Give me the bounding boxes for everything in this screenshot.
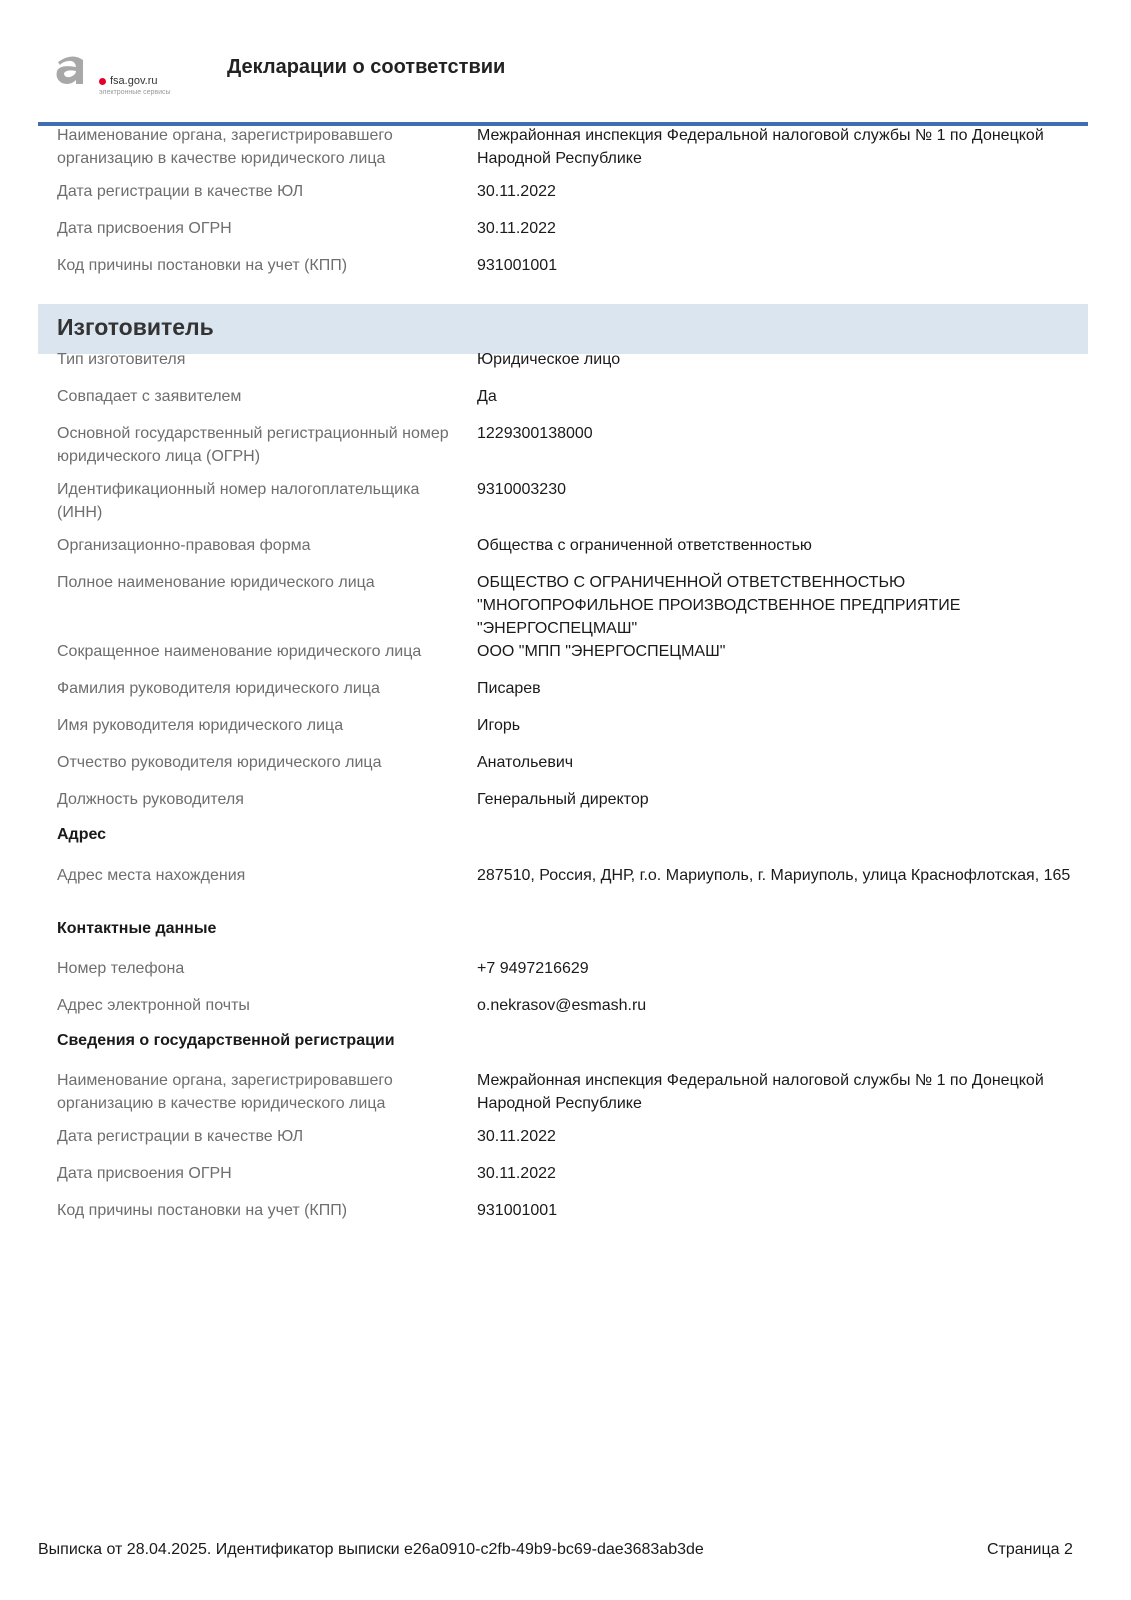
fsa-logo-icon	[52, 50, 92, 90]
document-title: Декларации о соответствии	[227, 56, 506, 78]
logo-subtitle: электронные сервисы	[99, 89, 171, 96]
logo-domain	[99, 75, 158, 87]
field-label: Наименование органа, зарегистрировавшего организацию в качестве юридического лица	[57, 1072, 393, 1112]
field-label: Должность руководителя	[57, 791, 244, 808]
field-value: 30.11.2022	[477, 1128, 556, 1145]
field-value: Да	[477, 388, 497, 405]
field-value: Юридическое лицо	[477, 351, 621, 368]
field-label: Совпадает с заявителем	[57, 388, 242, 405]
field-label: Код причины постановки на учет (КПП)	[57, 1202, 348, 1219]
field-label: Номер телефона	[57, 960, 185, 977]
field-value: Игорь	[477, 717, 521, 734]
field-value: 931001001	[477, 257, 558, 274]
field-label: Отчество руководителя юридического лица	[57, 754, 382, 771]
field-value: o.nekrasov@esmash.ru	[477, 997, 647, 1014]
footer-extract-info: Выписка от 28.04.2025. Идентификатор выписки e26a0910-c2fb-49b9-bc69-dae3683ab3de	[38, 1541, 704, 1558]
field-value: 30.11.2022	[477, 1165, 556, 1182]
field-label: Сокращенное наименование юридического лица	[57, 643, 422, 660]
subsection-heading-address: Адрес	[57, 826, 107, 843]
field-value: ООО "МПП "ЭНЕРГОСПЕЦМАШ"	[477, 643, 726, 660]
footer-page-number: Страница 2	[987, 1541, 1073, 1558]
field-value: 30.11.2022	[477, 220, 556, 237]
field-value: 931001001	[477, 1202, 558, 1219]
field-label: Полное наименование юридического лица	[57, 574, 375, 591]
page-header	[0, 0, 1131, 128]
field-label: Дата присвоения ОГРН	[57, 220, 232, 237]
field-value: Писарев	[477, 680, 541, 697]
field-label: Организационно-правовая форма	[57, 537, 311, 554]
field-value: Межрайонная инспекция Федеральной налоговой службы № 1 по Донецкой Народной Республике	[477, 127, 1044, 167]
field-label: Фамилия руководителя юридического лица	[57, 680, 380, 697]
field-label: Дата регистрации в качестве ЮЛ	[57, 1128, 304, 1145]
field-value: Генеральный директор	[477, 791, 649, 808]
field-value: Общества с ограниченной ответственностью	[477, 537, 812, 554]
field-value: Межрайонная инспекция Федеральной налоговой службы № 1 по Донецкой Народной Республике	[477, 1072, 1044, 1112]
field-label: Дата присвоения ОГРН	[57, 1165, 232, 1182]
fsa-logo	[52, 50, 192, 100]
subsection-heading-registration: Сведения о государственной регистрации	[57, 1032, 395, 1049]
subsection-heading-contacts: Контактные данные	[57, 920, 217, 937]
field-value: 1229300138000	[477, 425, 593, 442]
field-label: Наименование органа, зарегистрировавшего организацию в качестве юридического лица	[57, 127, 393, 167]
logo-dot-icon	[99, 78, 106, 85]
field-label: Адрес места нахождения	[57, 867, 246, 884]
field-value: 30.11.2022	[477, 183, 556, 200]
section-header-manufacturer	[38, 304, 1088, 354]
field-value: 9310003230	[477, 481, 566, 498]
field-label: Имя руководителя юридического лица	[57, 717, 344, 734]
field-value: Анатольевич	[477, 754, 574, 771]
field-label: Дата регистрации в качестве ЮЛ	[57, 183, 304, 200]
field-value: ОБЩЕСТВО С ОГРАНИЧЕННОЙ ОТВЕТСТВЕННОСТЬЮ "МНОГОПРОФИЛЬНОЕ ПРОИЗВОДСТВЕННОЕ ПРЕДПРИЯТИЕ "ЭНЕРГОСПЕЦМАШ"	[477, 574, 961, 637]
field-label: Основной государственный регистрационный номер юридического лица (ОГРН)	[57, 425, 449, 465]
field-label: Тип изготовителя	[57, 351, 186, 368]
field-label: Код причины постановки на учет (КПП)	[57, 257, 348, 274]
field-value: 287510, Россия, ДНР, г.о. Мариуполь, г. Мариуполь, улица Краснофлотская, 165	[477, 867, 1071, 884]
field-label: Идентификационный номер налогоплательщика (ИНН)	[57, 481, 420, 521]
field-value: +7 9497216629	[477, 960, 589, 977]
logo-domain-text: fsa.gov.ru	[110, 75, 158, 87]
section-title: Изготовитель	[57, 314, 214, 340]
field-label: Адрес электронной почты	[57, 997, 250, 1014]
